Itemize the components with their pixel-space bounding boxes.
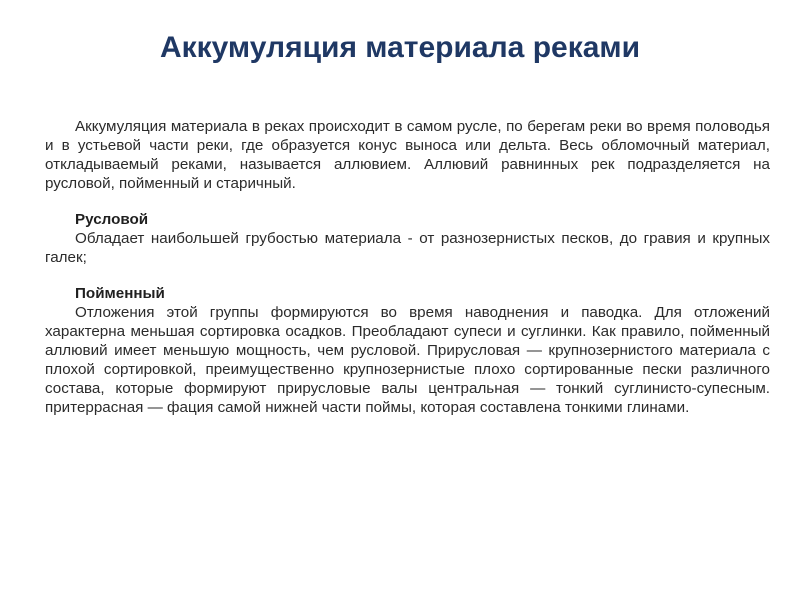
section-text-poymenny: Отложения этой группы формируются во время наводнения и паводка. Для отложений характерна меньшая сортировка осадков. Преобладают супеси и суглинки. Как правило, пойменный аллювий имеет меньшую мощность, чем русловой. Прирусловая — крупнозернистого материала с плохой сортировкой, преимущественно крупнозернистые плохо сортированные пески различного состава, которые формируют прирусловые валы центральная — тонкий суглинисто-супесным. притеррасная — фация самой нижней части поймы, которая составлена тонкими глинами. <box>45 304 770 416</box>
section-text-ruslovoy: Обладает наибольшей грубостью материала - от разнозернистых песков, до гравия и крупных галек; <box>45 230 770 266</box>
section-heading-ruslovoy: Русловой <box>75 211 149 228</box>
slide-body <box>45 117 770 417</box>
section-heading-poymenny: Пойменный <box>75 285 165 302</box>
slide-title: Аккумуляция материала реками <box>159 31 641 64</box>
intro-paragraph: Аккумуляция материала в реках происходит в самом русле, по берегам реки во время половодья и в устьевой части реки, где образуется конус выноса или дельта. Весь обломочный материал, откладываемый реками, называется аллювием. Аллювий равнинных рек подразделяется на русловой, пойменный и старичный. <box>45 118 770 192</box>
